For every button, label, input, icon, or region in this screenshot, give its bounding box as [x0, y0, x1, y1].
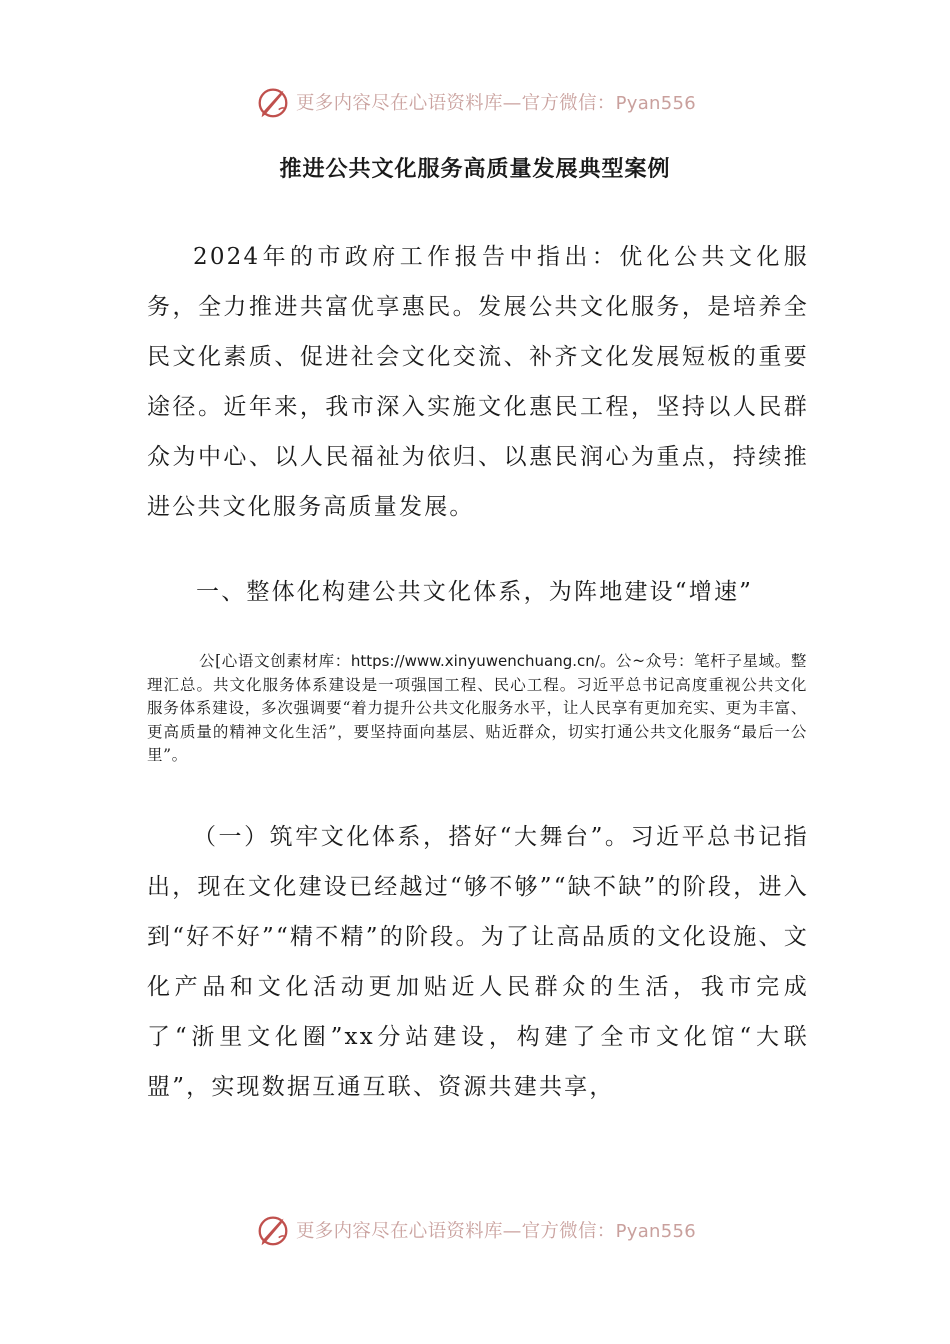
- note-body: 。公~众号：笔杆子星域。整理汇总。共文化服务体系建设是一项强国工程、民心工程。习近平总书记高度重视公共文化服务体系建设，多次强调要“着力提升公共文化服务水平，让人民享有更加充实、更为丰富、更高质量的精神文化生活”，要坚持面向基层、贴近群众，切实打通公共文化服务“最后一公里”。: [147, 652, 807, 764]
- watermark-text: 更多内容尽在心语资料库—官方微信：Pyan556: [295, 93, 696, 114]
- pen-logo-icon: [254, 1211, 292, 1249]
- watermark-content: [254, 1211, 696, 1249]
- note-url: https://www.xinyuwenchuang.cn/: [350, 652, 600, 670]
- section-heading-1: 一、整体化构建公共文化体系，为阵地建设“增速”: [196, 579, 754, 605]
- watermark-handle: Pyan556: [615, 1221, 696, 1242]
- note-prefix: 公[心语文创素材库：: [199, 652, 351, 670]
- watermark-content: [254, 83, 696, 121]
- watermark-handle: Pyan556: [615, 93, 696, 114]
- watermark-banner-bottom: [0, 1208, 950, 1252]
- watermark-banner-top: [0, 80, 950, 124]
- inserted-note-paragraph: [147, 650, 807, 768]
- watermark-text: 更多内容尽在心语资料库—官方微信：Pyan556: [295, 1221, 696, 1242]
- paragraph-intro: 2024年的市政府工作报告中指出：优化公共文化服务，全力推进共富优享惠民。发展公共文化服务，是培养全民文化素质、促进社会文化交流、补齐文化发展短板的重要途径。近年来，我市深入实施文化惠民工程，坚持以人民群众为中心、以人民福祉为依归、以惠民润心为重点，持续推进公共文化服务高质量发展。: [147, 244, 809, 520]
- document-title: 推进公共文化服务高质量发展典型案例: [279, 157, 671, 182]
- pen-logo-icon: [254, 83, 292, 121]
- paragraph-subsection-1: （一）筑牢文化体系，搭好“大舞台”。习近平总书记指出，现在文化建设已经越过“够不够”“缺不缺”的阶段，进入到“好不好”“精不精”的阶段。为了让高品质的文化设施、文化产品和文化活动更加贴近人民群众的生活，我市完成了“浙里文化圈”xx分站建设，构建了全市文化馆“大联盟”，实现数据互通互联、资源共建共享，: [147, 824, 809, 1100]
